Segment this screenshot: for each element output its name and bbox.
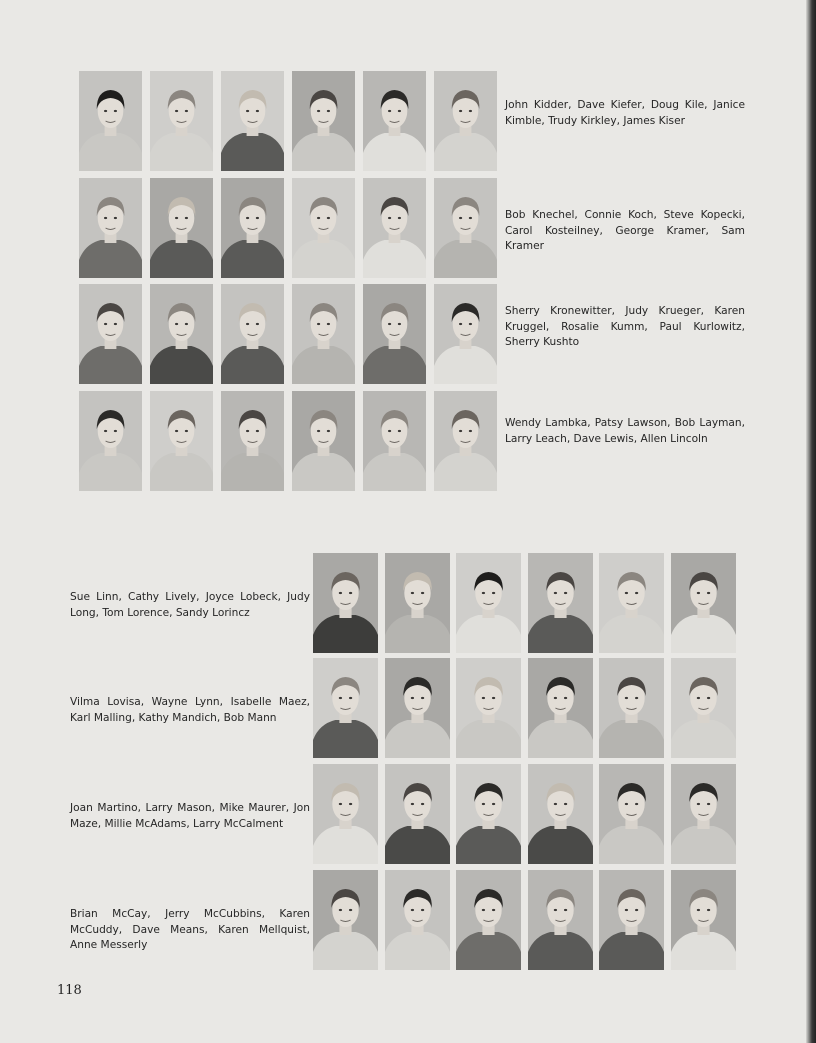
top-photo-grid bbox=[79, 71, 495, 493]
student-portrait bbox=[313, 870, 378, 970]
portrait-photo bbox=[456, 764, 521, 864]
portrait-photo bbox=[434, 71, 497, 171]
portrait-photo bbox=[363, 71, 426, 171]
student-portrait bbox=[292, 178, 355, 278]
portrait-photo bbox=[292, 178, 355, 278]
portrait-photo bbox=[150, 284, 213, 384]
student-portrait bbox=[79, 178, 142, 278]
student-portrait bbox=[528, 658, 593, 758]
photo-row bbox=[313, 870, 733, 970]
student-portrait bbox=[671, 870, 736, 970]
portrait-photo bbox=[385, 764, 450, 864]
student-portrait bbox=[434, 284, 497, 384]
portrait-photo bbox=[528, 870, 593, 970]
portrait-photo bbox=[671, 870, 736, 970]
portrait-photo bbox=[221, 178, 284, 278]
student-portrait bbox=[79, 71, 142, 171]
portrait-photo bbox=[221, 391, 284, 491]
portrait-photo bbox=[599, 658, 664, 758]
student-portrait bbox=[599, 658, 664, 758]
student-portrait bbox=[292, 71, 355, 171]
student-portrait bbox=[292, 391, 355, 491]
photo-row bbox=[79, 391, 495, 491]
portrait-photo bbox=[599, 553, 664, 653]
student-portrait bbox=[434, 71, 497, 171]
student-portrait bbox=[456, 553, 521, 653]
row-caption: Wendy Lambka, Patsy Lawson, Bob Layman, Larry Leach, Dave Lewis, Allen Lincoln bbox=[505, 417, 745, 445]
student-portrait bbox=[385, 658, 450, 758]
photo-row bbox=[313, 553, 733, 653]
portrait-photo bbox=[599, 764, 664, 864]
student-portrait bbox=[528, 553, 593, 653]
portrait-photo bbox=[150, 71, 213, 171]
portrait-photo bbox=[528, 764, 593, 864]
row-caption: Brian McCay, Jerry McCubbins, Karen McCuddy, Dave Means, Karen Mellquist, Anne Messerly bbox=[70, 908, 310, 951]
portrait-photo bbox=[292, 391, 355, 491]
portrait-photo bbox=[456, 870, 521, 970]
portrait-photo bbox=[385, 553, 450, 653]
student-portrait bbox=[599, 553, 664, 653]
student-portrait bbox=[385, 870, 450, 970]
portrait-photo bbox=[79, 71, 142, 171]
portrait-photo bbox=[313, 553, 378, 653]
row-caption: Vilma Lovisa, Wayne Lynn, Isabelle Maez, Karl Malling, Kathy Mandich, Bob Mann bbox=[70, 696, 310, 724]
student-portrait bbox=[528, 764, 593, 864]
photo-row bbox=[79, 71, 495, 171]
student-portrait bbox=[363, 284, 426, 384]
student-portrait bbox=[79, 391, 142, 491]
student-portrait bbox=[221, 71, 284, 171]
student-portrait bbox=[671, 553, 736, 653]
student-portrait bbox=[363, 71, 426, 171]
student-portrait bbox=[150, 71, 213, 171]
student-portrait bbox=[313, 658, 378, 758]
portrait-photo bbox=[434, 284, 497, 384]
portrait-photo bbox=[599, 870, 664, 970]
portrait-photo bbox=[385, 658, 450, 758]
student-portrait bbox=[363, 391, 426, 491]
student-portrait bbox=[599, 870, 664, 970]
student-portrait bbox=[292, 284, 355, 384]
portrait-photo bbox=[363, 178, 426, 278]
photo-row bbox=[313, 658, 733, 758]
bottom-photo-grid bbox=[313, 553, 733, 971]
photo-row bbox=[79, 178, 495, 278]
portrait-photo bbox=[79, 178, 142, 278]
portrait-photo bbox=[434, 178, 497, 278]
photo-row bbox=[313, 764, 733, 864]
portrait-photo bbox=[363, 391, 426, 491]
student-portrait bbox=[528, 870, 593, 970]
portrait-photo bbox=[456, 553, 521, 653]
student-portrait bbox=[385, 553, 450, 653]
row-caption: Sherry Kronewitter, Judy Krueger, Karen Kruggel, Rosalie Kumm, Paul Kurlowitz, Sherry Kushto bbox=[505, 305, 745, 348]
student-portrait bbox=[599, 764, 664, 864]
portrait-photo bbox=[671, 764, 736, 864]
student-portrait bbox=[221, 391, 284, 491]
portrait-photo bbox=[150, 178, 213, 278]
portrait-photo bbox=[363, 284, 426, 384]
portrait-photo bbox=[313, 870, 378, 970]
portrait-photo bbox=[79, 391, 142, 491]
student-portrait bbox=[671, 658, 736, 758]
student-portrait bbox=[363, 178, 426, 278]
row-caption: Sue Linn, Cathy Lively, Joyce Lobeck, Judy Long, Tom Lorence, Sandy Lorincz bbox=[70, 591, 310, 619]
row-caption: Bob Knechel, Connie Koch, Steve Kopecki, Carol Kosteilney, George Kramer, Sam Kramer bbox=[505, 209, 745, 252]
student-portrait bbox=[313, 764, 378, 864]
student-portrait bbox=[150, 284, 213, 384]
portrait-photo bbox=[221, 284, 284, 384]
student-portrait bbox=[221, 178, 284, 278]
portrait-photo bbox=[221, 71, 284, 171]
row-caption: John Kidder, Dave Kiefer, Doug Kile, Janice Kimble, Trudy Kirkley, James Kiser bbox=[505, 99, 745, 127]
portrait-photo bbox=[292, 284, 355, 384]
portrait-photo bbox=[528, 658, 593, 758]
portrait-photo bbox=[313, 658, 378, 758]
portrait-photo bbox=[79, 284, 142, 384]
student-portrait bbox=[456, 870, 521, 970]
portrait-photo bbox=[434, 391, 497, 491]
portrait-photo bbox=[385, 870, 450, 970]
page-binding-edge bbox=[806, 0, 816, 1043]
portrait-photo bbox=[456, 658, 521, 758]
student-portrait bbox=[221, 284, 284, 384]
portrait-photo bbox=[292, 71, 355, 171]
portrait-photo bbox=[671, 658, 736, 758]
portrait-photo bbox=[313, 764, 378, 864]
student-portrait bbox=[671, 764, 736, 864]
student-portrait bbox=[385, 764, 450, 864]
photo-row bbox=[79, 284, 495, 384]
student-portrait bbox=[456, 764, 521, 864]
student-portrait bbox=[456, 658, 521, 758]
student-portrait bbox=[313, 553, 378, 653]
student-portrait bbox=[79, 284, 142, 384]
student-portrait bbox=[150, 391, 213, 491]
student-portrait bbox=[150, 178, 213, 278]
page-number: 118 bbox=[57, 983, 82, 998]
student-portrait bbox=[434, 391, 497, 491]
portrait-photo bbox=[150, 391, 213, 491]
row-caption: Joan Martino, Larry Mason, Mike Maurer, Jon Maze, Millie McAdams, Larry McCalment bbox=[70, 802, 310, 830]
portrait-photo bbox=[528, 553, 593, 653]
student-portrait bbox=[434, 178, 497, 278]
portrait-photo bbox=[671, 553, 736, 653]
